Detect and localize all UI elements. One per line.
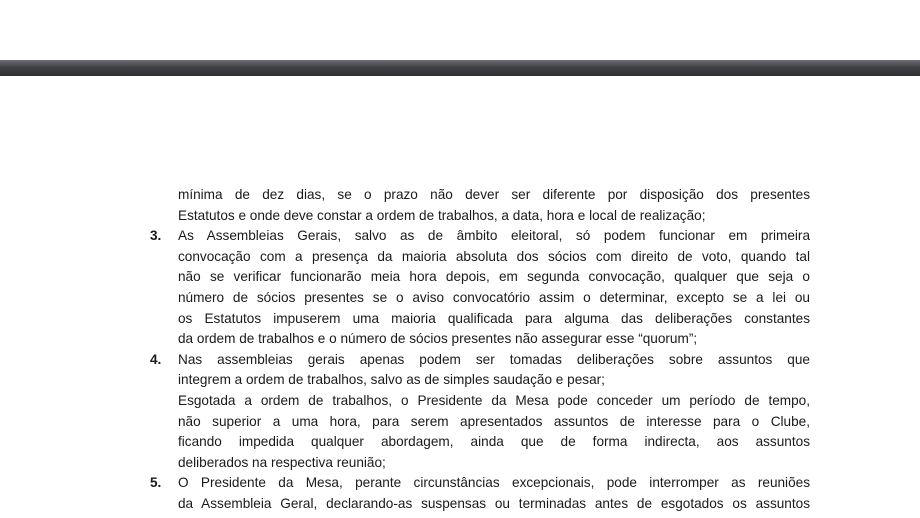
list-item-3 (150, 226, 810, 350)
list-item-4 (150, 350, 810, 474)
text-line: mínima de dez dias, se o prazo não dever ser diferente por disposição dos presentes (178, 187, 810, 202)
text-line: número de sócios presentes se o aviso convocatório assim o determinar, excepto se a lei ou (178, 289, 810, 305)
item-number: 5. (150, 475, 162, 491)
text-line: os Estatutos impuserem uma maioria qualificada para alguma das deliberações constantes (178, 310, 810, 326)
text-line: ficando impedida qualquer abordagem, ainda que de forma indirecta, aos assuntos (178, 434, 810, 450)
text-line: Estatutos e onde deve constar a ordem de trabalhos, a data, hora e local de realização; (178, 207, 706, 223)
continuation-paragraph (150, 185, 810, 226)
item-number: 3. (150, 228, 162, 244)
text-line: não superior a uma hora, para serem apresentados assuntos de interesse para o Clube, (178, 413, 810, 429)
text-line: da ordem de trabalhos e o número de sócios presentes não assegurar esse “quorum”; (178, 331, 698, 347)
text-line: deliberados na respectiva reunião; (178, 454, 386, 470)
item-number: 4. (150, 351, 162, 367)
text-line: integrem a ordem de trabalhos, salvo as de simples saudação e pesar; (178, 372, 605, 388)
document-page (150, 185, 810, 515)
text-line: O Presidente da Mesa, perante circunstâncias excepcionais, pode interromper as reuniões (178, 475, 810, 491)
window-divider-bar (0, 60, 920, 76)
list-item-5 (150, 473, 810, 514)
text-line: não se verificar funcionarão meia hora depois, em segunda convocação, qualquer que seja o (178, 269, 810, 285)
text-line: As Assembleias Gerais, salvo as de âmbito eleitoral, só podem funcionar em primeira (178, 228, 810, 244)
top-white-band (0, 0, 920, 60)
text-line: convocação com a presença da maioria absoluta dos sócios com direito de voto, quando tal (178, 248, 810, 264)
text-line: Esgotada a ordem de trabalhos, o Presidente da Mesa pode conceder um período de tempo, (178, 392, 810, 408)
text-line: da Assembleia Geral, declarando-as suspensas ou terminadas antes de esgotados os assuntos (178, 495, 810, 511)
text-line: Nas assembleias gerais apenas podem ser tomadas deliberações sobre assuntos que (178, 351, 810, 367)
